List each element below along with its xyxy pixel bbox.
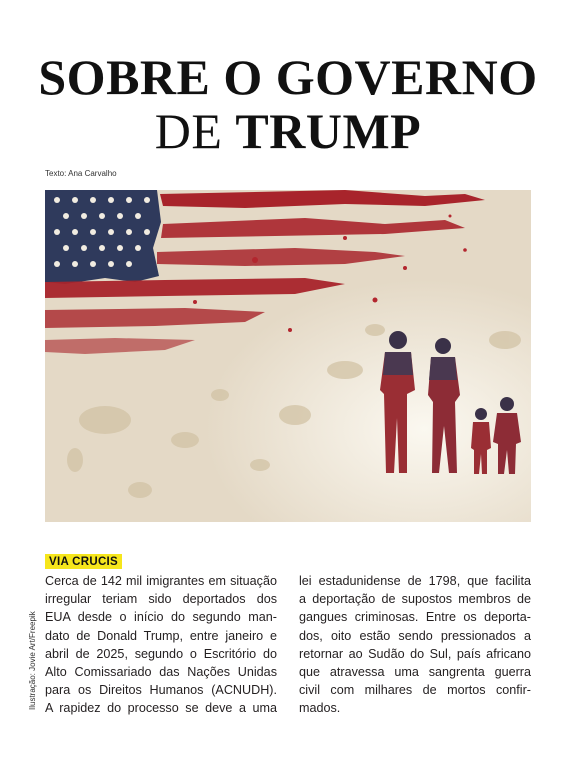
left-line-7: para os Direitos Humanos (ACNUDH). (45, 683, 277, 698)
flag-canton (45, 190, 161, 284)
byline: Texto: Ana Carvalho (45, 169, 117, 178)
title-line-2 (0, 104, 576, 158)
left-line-8: A rapidez do processo se deve a uma (45, 701, 277, 716)
left-line-1: Cerca de 142 mil imigrantes em situação (45, 574, 277, 588)
title-emphasis: TRUMP (235, 103, 422, 159)
title-line-1: SOBRE O GOVERNO (38, 49, 538, 105)
right-line-5: retornar ao Sudão do Sul, país africano (299, 646, 531, 661)
illustration-svg (45, 190, 531, 522)
image-credit (28, 610, 38, 720)
right-line-2: a deportação de supostos membros de (299, 592, 531, 607)
section-label: VIA CRUCIS (45, 554, 122, 569)
left-line-5: abril de 2025, segundo o Escritório do (45, 646, 277, 661)
left-line-2: irregular teriam sido deportados dos (45, 592, 277, 607)
article-title (0, 50, 576, 158)
right-line-3: gangues criminosas. Entre os deporta- (299, 610, 531, 625)
right-line-4: dos, oito estão sendo pressionados a (299, 628, 531, 643)
left-line-4: dato de Donald Trump, entre janeiro e (45, 628, 277, 643)
title-prefix: DE (154, 103, 236, 159)
image-credit-text: Ilustração: Jovie Art/Freepik (28, 611, 37, 710)
left-line-3: EUA desde o início do segundo man- (45, 610, 277, 625)
right-column (299, 572, 531, 718)
right-line-6: que atravessa uma sangrenta guerra (299, 665, 531, 680)
right-line-7: civil com milhares de mortos confir- (299, 683, 531, 698)
left-column (45, 572, 277, 718)
left-line-6: Alto Comissariado das Nações Unidas (45, 665, 277, 680)
flag-family-illustration (45, 190, 531, 522)
right-line-1: lei estadunidense de 1798, que facilita (299, 574, 531, 588)
right-line-8: mados. (299, 701, 341, 716)
